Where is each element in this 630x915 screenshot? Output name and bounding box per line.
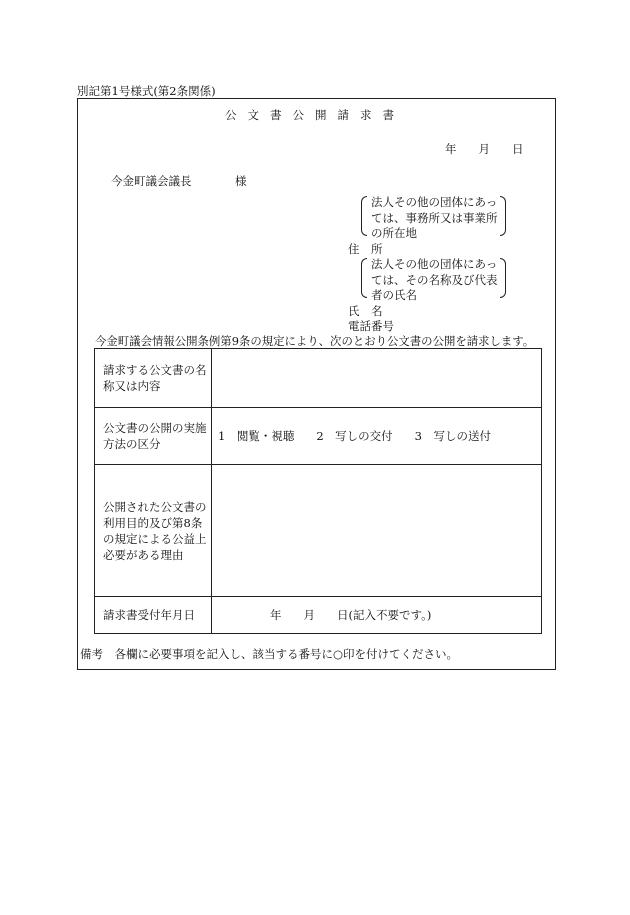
corp-address-note bbox=[361, 195, 506, 240]
date-year: 年 bbox=[445, 142, 457, 156]
bracket-left bbox=[361, 196, 367, 236]
date-month: 月 bbox=[478, 142, 490, 156]
date-line bbox=[445, 141, 546, 157]
method-option-mail[interactable]: 3 写しの送付 bbox=[414, 429, 491, 443]
corp-name-note-text: 法人その他の団体にあっては、その名称及び代表者の氏名 bbox=[371, 257, 498, 302]
date-day: 日 bbox=[512, 142, 524, 156]
honorific: 様 bbox=[235, 174, 247, 188]
purpose-label: 公開された公文書の利用目的及び第8条の規定による公益上必要がある理由 bbox=[95, 465, 212, 597]
remarks-note: 備考 各欄に必要事項を記入し、該当する番号に○印を付けてください。 bbox=[80, 647, 459, 661]
bracket-left bbox=[361, 258, 367, 298]
form-reference: 別記第1号様式(第2条関係) bbox=[77, 84, 216, 98]
form-title: 公文書公開請求書 bbox=[225, 108, 405, 122]
intro-statement: 今金町議会情報公開条例第9条の規定により、次のとおり公文書の公開を請求します。 bbox=[95, 334, 535, 348]
table-row bbox=[95, 349, 542, 408]
purpose-field[interactable] bbox=[212, 465, 542, 597]
document-name-label: 請求する公文書の名称又は内容 bbox=[95, 349, 212, 408]
table-row bbox=[95, 465, 542, 597]
table-row bbox=[95, 408, 542, 465]
method-label: 公文書の公開の実施方法の区分 bbox=[95, 408, 212, 465]
method-option-copy[interactable]: 2 写しの交付 bbox=[316, 429, 393, 443]
request-table bbox=[94, 348, 542, 634]
address-label: 住 所 bbox=[348, 242, 383, 256]
receipt-month: 月 bbox=[303, 608, 315, 622]
method-options bbox=[212, 408, 542, 465]
bracket-right bbox=[500, 196, 506, 236]
receipt-date-field bbox=[212, 597, 542, 634]
bracket-right bbox=[500, 258, 506, 298]
corp-name-note bbox=[361, 257, 506, 302]
receipt-year: 年 bbox=[270, 608, 282, 622]
method-option-view[interactable]: 1 閲覧・視聴 bbox=[218, 429, 295, 443]
name-label: 氏 名 bbox=[348, 304, 383, 318]
receipt-day-note: 日(記入不要です。) bbox=[337, 608, 432, 622]
document-name-field[interactable] bbox=[212, 349, 542, 408]
phone-label: 電話番号 bbox=[348, 319, 394, 333]
corp-address-note-text: 法人その他の団体にあっては、事務所又は事業所の所在地 bbox=[371, 195, 498, 240]
receipt-date-label: 請求書受付年月日 bbox=[95, 597, 212, 634]
addressee: 今金町議会議長 bbox=[111, 174, 192, 188]
table-row bbox=[95, 597, 542, 634]
